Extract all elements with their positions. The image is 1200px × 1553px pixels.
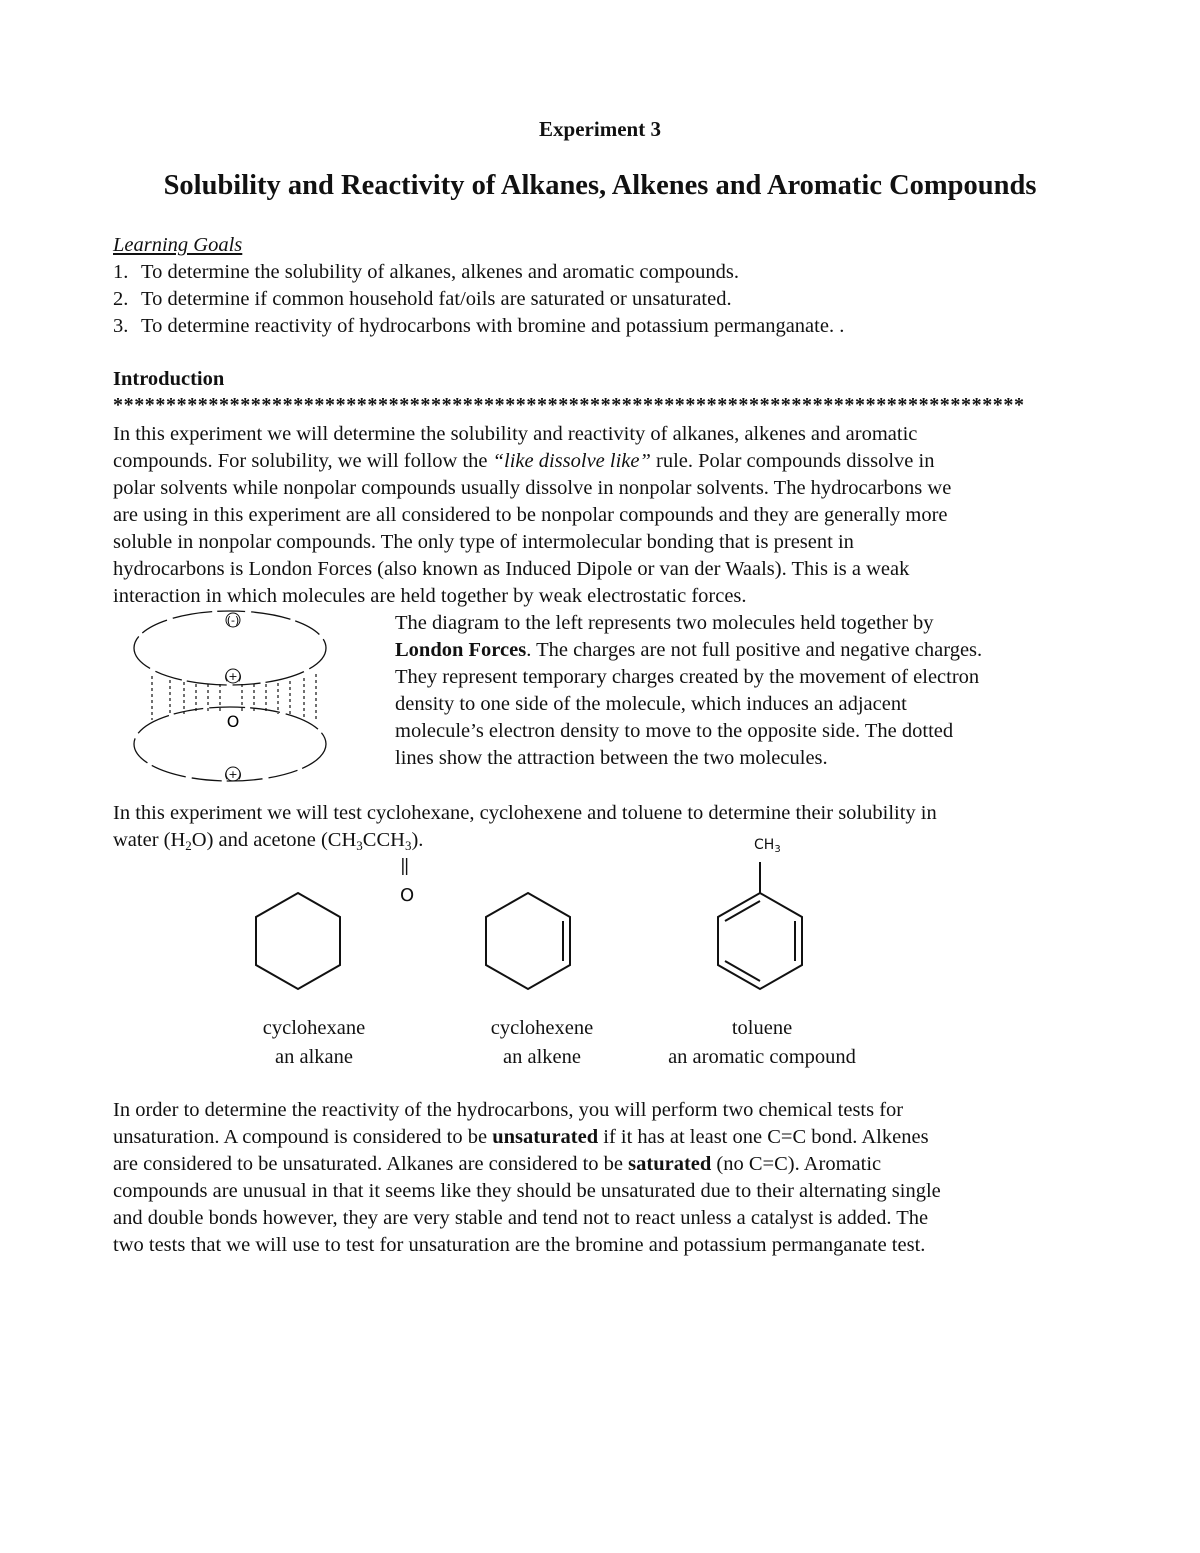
negative-charge-middle: O — [226, 712, 240, 731]
molecule-type: an alkane — [275, 1046, 353, 1068]
learning-goal-item — [113, 259, 739, 286]
experiment-number: Experiment 3 — [539, 117, 661, 141]
text-line: They represent temporary charges created by the movement of electron — [395, 666, 980, 688]
positive-charge-bottom: (+) — [224, 768, 242, 781]
text-span: unsaturation. A compound is considered to be — [113, 1126, 493, 1148]
acetone-double-bond: || — [400, 856, 408, 876]
text-line: lines show the attraction between the two molecules. — [395, 747, 828, 769]
molecule-name: cyclohexane — [262, 1017, 366, 1039]
goal-text: To determine if common household fat/oils are saturated or unsaturated. — [141, 288, 732, 310]
text-line: interaction in which molecules are held together by weak electrostatic forces. — [113, 585, 747, 607]
goal-number: 2. — [113, 288, 129, 310]
intro-paragraph-2 — [395, 610, 982, 772]
molecule-name: toluene — [731, 1017, 793, 1039]
goal-number: 3. — [113, 315, 129, 337]
text-span: compounds. For solubility, we will follow the — [113, 450, 493, 472]
molecule-type: an alkene — [503, 1046, 581, 1068]
text-line: The diagram to the left represents two molecules held together by — [395, 612, 934, 634]
learning-goals-heading: Learning Goals — [113, 234, 243, 256]
text-line: two tests that we will use to test for unsaturation are the bromine and potassium permanganate test. — [113, 1234, 926, 1256]
text-line — [113, 1151, 1088, 1178]
text-line: compounds are unusual in that it seems like they should be unsaturated due to their alternating single — [113, 1180, 941, 1202]
text-line — [395, 637, 982, 664]
text-span: are considered to be unsaturated. Alkanes are considered to be — [113, 1153, 629, 1175]
text-line: molecule’s electron density to move to the opposite side. The dotted — [395, 720, 954, 742]
text-line: are using in this experiment are all considered to be nonpolar compounds and they are generally more — [113, 504, 948, 526]
molecule-name: cyclohexene — [490, 1017, 594, 1039]
goal-text: To determine reactivity of hydrocarbons with bromine and potassium permanganate. . — [141, 315, 845, 337]
methyl-subscript: 3 — [774, 844, 781, 855]
learning-goal-item — [113, 313, 844, 340]
london-forces-term: London Forces — [395, 639, 527, 661]
cyclohexane-structure — [248, 888, 348, 998]
text-line — [113, 448, 1088, 475]
document-title: Solubility and Reactivity of Alkanes, Alkenes and Aromatic Compounds — [163, 170, 1037, 201]
molecule-type: an aromatic compound — [668, 1046, 856, 1068]
goal-number: 1. — [113, 261, 129, 283]
text-line — [113, 1124, 1088, 1151]
toluene-methyl-label — [754, 836, 781, 854]
text-line: soluble in nonpolar compounds. The only type of intermolecular bonding that is present in — [113, 531, 854, 553]
text-line: In order to determine the reactivity of the hydrocarbons, you will perform two chemical tests for — [113, 1099, 904, 1121]
toluene-structure — [710, 850, 810, 1000]
molecule-label-cyclohexane — [184, 1014, 444, 1072]
text-span: CCH — [362, 829, 405, 851]
negative-charge-top: (-) — [226, 614, 240, 627]
text-span: O) and acetone (CH — [191, 829, 357, 851]
intro-paragraph-3 — [113, 800, 1088, 854]
subscript: 3 — [356, 838, 363, 853]
intro-paragraph-1 — [113, 421, 1088, 610]
subscript: 2 — [185, 838, 192, 853]
unsaturated-term: unsaturated — [492, 1126, 599, 1148]
text-line: and double bonds however, they are very stable and tend not to react unless a catalyst is added. The — [113, 1207, 929, 1229]
text-line: polar solvents while nonpolar compounds usually dissolve in nonpolar solvents. The hydrocarbons we — [113, 477, 952, 499]
intro-paragraph-4 — [113, 1097, 1088, 1259]
text-line — [113, 827, 1088, 854]
text-line: In this experiment we will determine the solubility and reactivity of alkanes, alkenes and aromatic — [113, 423, 918, 445]
text-span: (no C=C). Aromatic — [711, 1153, 882, 1175]
text-span: water (H — [113, 829, 186, 851]
subscript: 3 — [404, 838, 412, 853]
introduction-heading: Introduction — [113, 368, 225, 390]
goal-text: To determine the solubility of alkanes, alkenes and aromatic compounds. — [141, 261, 740, 283]
positive-charge-middle: (+) — [224, 670, 242, 683]
molecule-label-toluene — [632, 1014, 892, 1072]
london-forces-diagram — [130, 608, 360, 788]
cyclohexene-structure — [478, 888, 578, 998]
text-line: density to one side of the molecule, which induces an adjacent — [395, 693, 907, 715]
text-span: ). — [411, 829, 424, 851]
text-span: rule. Polar compounds dissolve in — [650, 450, 935, 472]
like-dissolve-like-phrase: “like dissolve like” — [492, 450, 651, 472]
text-span: if it has at least one C=C bond. Alkenes — [598, 1126, 929, 1148]
text-span: . The charges are not full positive and negative charges. — [526, 639, 983, 661]
text-line: In this experiment we will test cyclohexane, cyclohexene and toluene to determine their solubility in — [113, 802, 937, 824]
saturated-term: saturated — [628, 1153, 712, 1175]
methyl-text: CH — [754, 837, 775, 853]
text-line: hydrocarbons is London Forces (also known as Induced Dipole or van der Waals). This is a weak — [113, 558, 910, 580]
learning-goal-item — [113, 286, 732, 313]
asterisk-divider: ************************************************************************************** — [113, 394, 1025, 416]
acetone-oxygen: O — [400, 885, 415, 906]
